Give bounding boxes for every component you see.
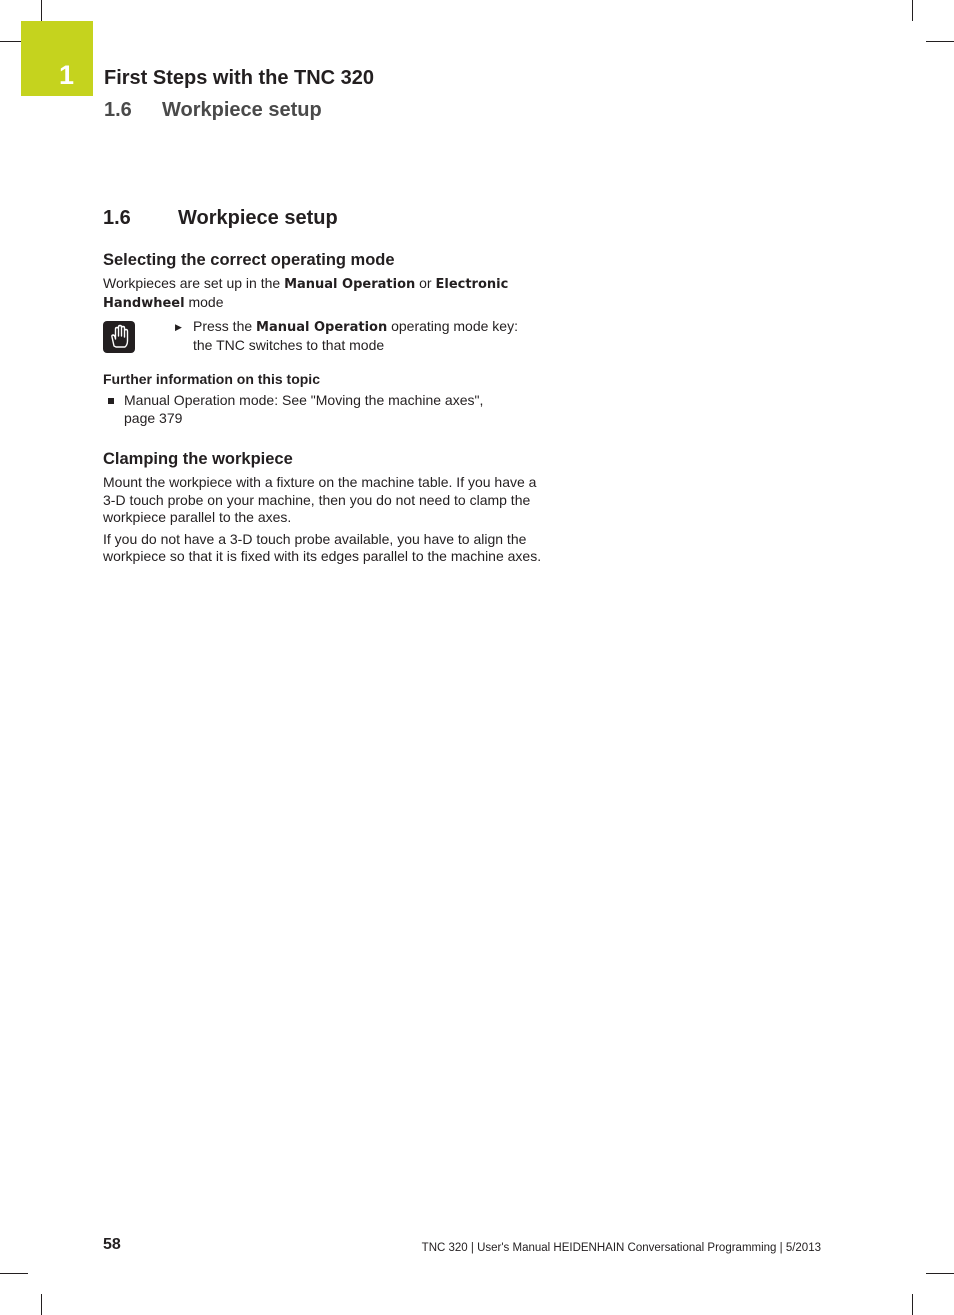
clamping-paragraph-2: If you do not have a 3-D touch probe available, you have to align the workpiece so that it is fixed with its edges parallel to the machine axes. bbox=[103, 530, 542, 564]
chapter-tab bbox=[21, 21, 93, 96]
footer-text: TNC 320 | User's Manual HEIDENHAIN Conversational Programming | 5/2013 bbox=[421, 1242, 821, 1254]
intro-text: Workpieces are set up in the bbox=[103, 275, 285, 291]
page-number: 58 bbox=[103, 1236, 121, 1253]
chapter-number: 1 bbox=[59, 60, 75, 90]
section-title bbox=[103, 205, 543, 231]
header-section-number: 1.6 bbox=[104, 99, 132, 121]
intro-text: mode bbox=[184, 293, 224, 310]
heading-further-info: Further information on this topic bbox=[103, 371, 320, 387]
page-reference-link[interactable]: page 379 bbox=[124, 409, 183, 426]
step-row bbox=[103, 318, 543, 366]
step-text: Press the bbox=[193, 318, 257, 334]
main-content bbox=[103, 205, 543, 566]
manual-operation-key-label: Manual Operation bbox=[256, 320, 388, 335]
list-item-text: Manual Operation mode: See "Moving the machine axes", bbox=[124, 392, 484, 408]
clamping-paragraph-1: Mount the workpiece with a fixture on the machine table. If you have a 3-D touch probe on your machine, then you do not need to clamp the workpiece parallel to the axes. bbox=[103, 474, 537, 525]
intro-text: or bbox=[415, 275, 436, 291]
section-number: 1.6 bbox=[103, 207, 131, 229]
heading-clamping: Clamping the workpiece bbox=[103, 450, 293, 468]
hand-icon[interactable] bbox=[103, 321, 135, 353]
header-section bbox=[104, 99, 322, 122]
crop-mark bbox=[41, 0, 42, 21]
crop-mark bbox=[912, 0, 913, 21]
arrow-icon: ▶ bbox=[175, 322, 182, 332]
step-text: operating mode key: bbox=[387, 318, 518, 334]
chapter-title: First Steps with the TNC 320 bbox=[104, 67, 375, 89]
handwheel-label: Handwheel bbox=[103, 295, 185, 311]
heading-selecting-mode: Selecting the correct operating mode bbox=[103, 251, 395, 269]
step-text: the TNC switches to that mode bbox=[193, 336, 385, 353]
list-item bbox=[103, 392, 543, 427]
crop-mark bbox=[926, 41, 954, 42]
step-instruction bbox=[175, 318, 543, 354]
electronic-label: Electronic bbox=[435, 277, 509, 292]
crop-mark bbox=[912, 1294, 913, 1315]
crop-mark bbox=[926, 1273, 954, 1274]
section-title-text: Workpiece setup bbox=[178, 207, 338, 229]
bullet-icon bbox=[108, 398, 114, 404]
selecting-intro bbox=[103, 275, 543, 312]
crop-mark bbox=[0, 1273, 28, 1274]
header-section-title: Workpiece setup bbox=[162, 99, 322, 121]
crop-mark bbox=[41, 1294, 42, 1315]
manual-operation-label: Manual Operation bbox=[284, 277, 416, 292]
